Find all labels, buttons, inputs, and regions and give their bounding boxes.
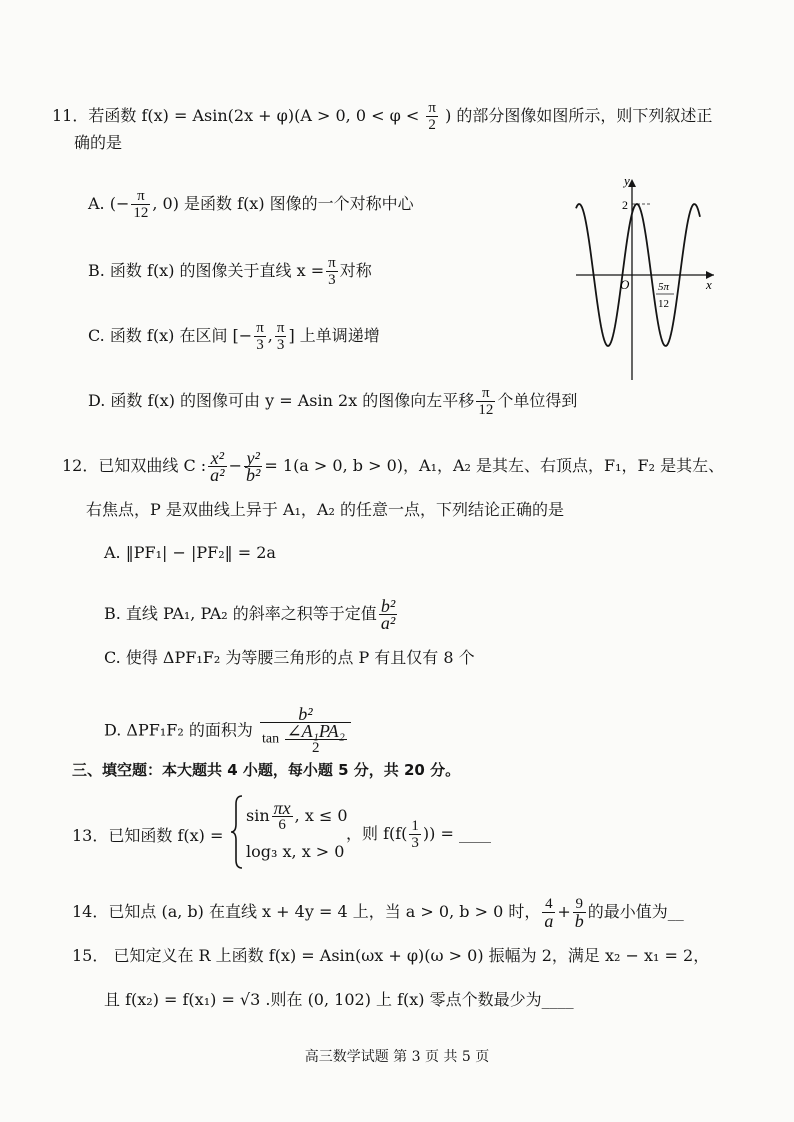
q12-option-d: D. ΔPF₁F₂ 的面积为 b² tan $\frac{\text{∠A₁PA₂}}{2}$	[104, 706, 353, 756]
q13-brace	[230, 794, 244, 870]
q11-option-c: C. 函数 f(x) 在区间 [− $\frac{\pi}{3}$ , $\frac{\pi}{3}$ ] 上单调递增	[88, 320, 380, 353]
q12-option-c: C. 使得 ΔPF₁F₂ 为等腰三角形的点 P 有且仅有 8 个	[104, 648, 475, 667]
q11-option-b: B. 函数 f(x) 的图像关于直线 x = $\frac{\pi}{3}$ 对称	[88, 255, 372, 288]
q12-stem-line1: 12．已知双曲线 C : $\frac{\text{x²}}{\text{a²}}$ − $\frac{\text{y²}}{\text{b²}}$ = 1(a > 0, b > 0)，A₁，A₂ 是其左、右顶点，F₁，F₂ 是其左、	[62, 448, 725, 485]
x-axis-label: x	[706, 277, 712, 292]
q11-stem-tail: ) 的部分图像如图所示，则下列叙述正	[445, 106, 713, 125]
q11-option-d: D. 函数 f(x) 的图像可由 y = Asin 2x 的图像向左平移 $\frac{\pi}{12}$ 个单位得到	[88, 385, 578, 418]
q11-option-a: A. (− $\frac{\pi}{12}$ , 0) 是函数 f(x) 图像的一个对称中心	[88, 188, 414, 221]
x-tick-den: 12	[658, 298, 669, 310]
y-axis-label: y	[624, 175, 630, 188]
q12-option-a: A. ‖PF₁| − |PF₂‖ = 2a	[104, 543, 276, 562]
q11-stem-text: 11．若函数 f(x) = Asin(2x + φ)(A > 0, 0 < φ <	[52, 106, 420, 125]
q15-line2: 且 f(x₂) = f(x₁) = √3 .则在 (0, 102) 上 f(x) 零点个数最少为____	[104, 990, 574, 1009]
q14-line: 14．已知点 (a, b) 在直线 x + 4y = 4 上，当 a > 0, b > 0 时， $\frac{4}{a}$ + $\frac{9}{b}$ 的最小值为__	[72, 896, 684, 931]
q11-stem-line1	[52, 100, 712, 133]
q13-case2: log₃ x, x > 0	[246, 842, 345, 861]
section3-heading: 三、填空题：本大题共 4 小题，每小题 5 分，共 20 分。	[72, 761, 461, 779]
q12-option-b: B. 直线 PA₁, PA₂ 的斜率之积等于定值 $\frac{\text{b²}}{\text{a²}}$	[104, 596, 396, 633]
q15-line1: 15． 已知定义在 R 上函数 f(x) = Asin(ωx + φ)(ω > 0) 振幅为 2，满足 x₂ − x₁ = 2，	[72, 946, 710, 965]
page-footer: 高三数学试题 第 3 页 共 5 页	[304, 1049, 490, 1065]
q11-sine-graph	[572, 175, 722, 385]
y-tick-2: 2	[622, 198, 628, 212]
q13-post: ，则 f(f( $\frac{1}{3}$ )) = ____	[346, 818, 491, 851]
q12-stem-line2: 右焦点，P 是双曲线上异于 A₁，A₂ 的任意一点，下列结论正确的是	[86, 500, 564, 519]
x-tick-num: 5π	[658, 281, 670, 293]
q11-stem-line2: 确的是	[74, 133, 123, 152]
origin-label: O	[620, 277, 630, 292]
q13-pre: 13．已知函数 f(x) =	[72, 826, 224, 845]
q13-case1: sin $\frac{\pi x}{6}$ , x ≤ 0	[246, 798, 348, 833]
q11-stem-fraction: $\frac{\pi}{2}$	[428, 100, 436, 133]
